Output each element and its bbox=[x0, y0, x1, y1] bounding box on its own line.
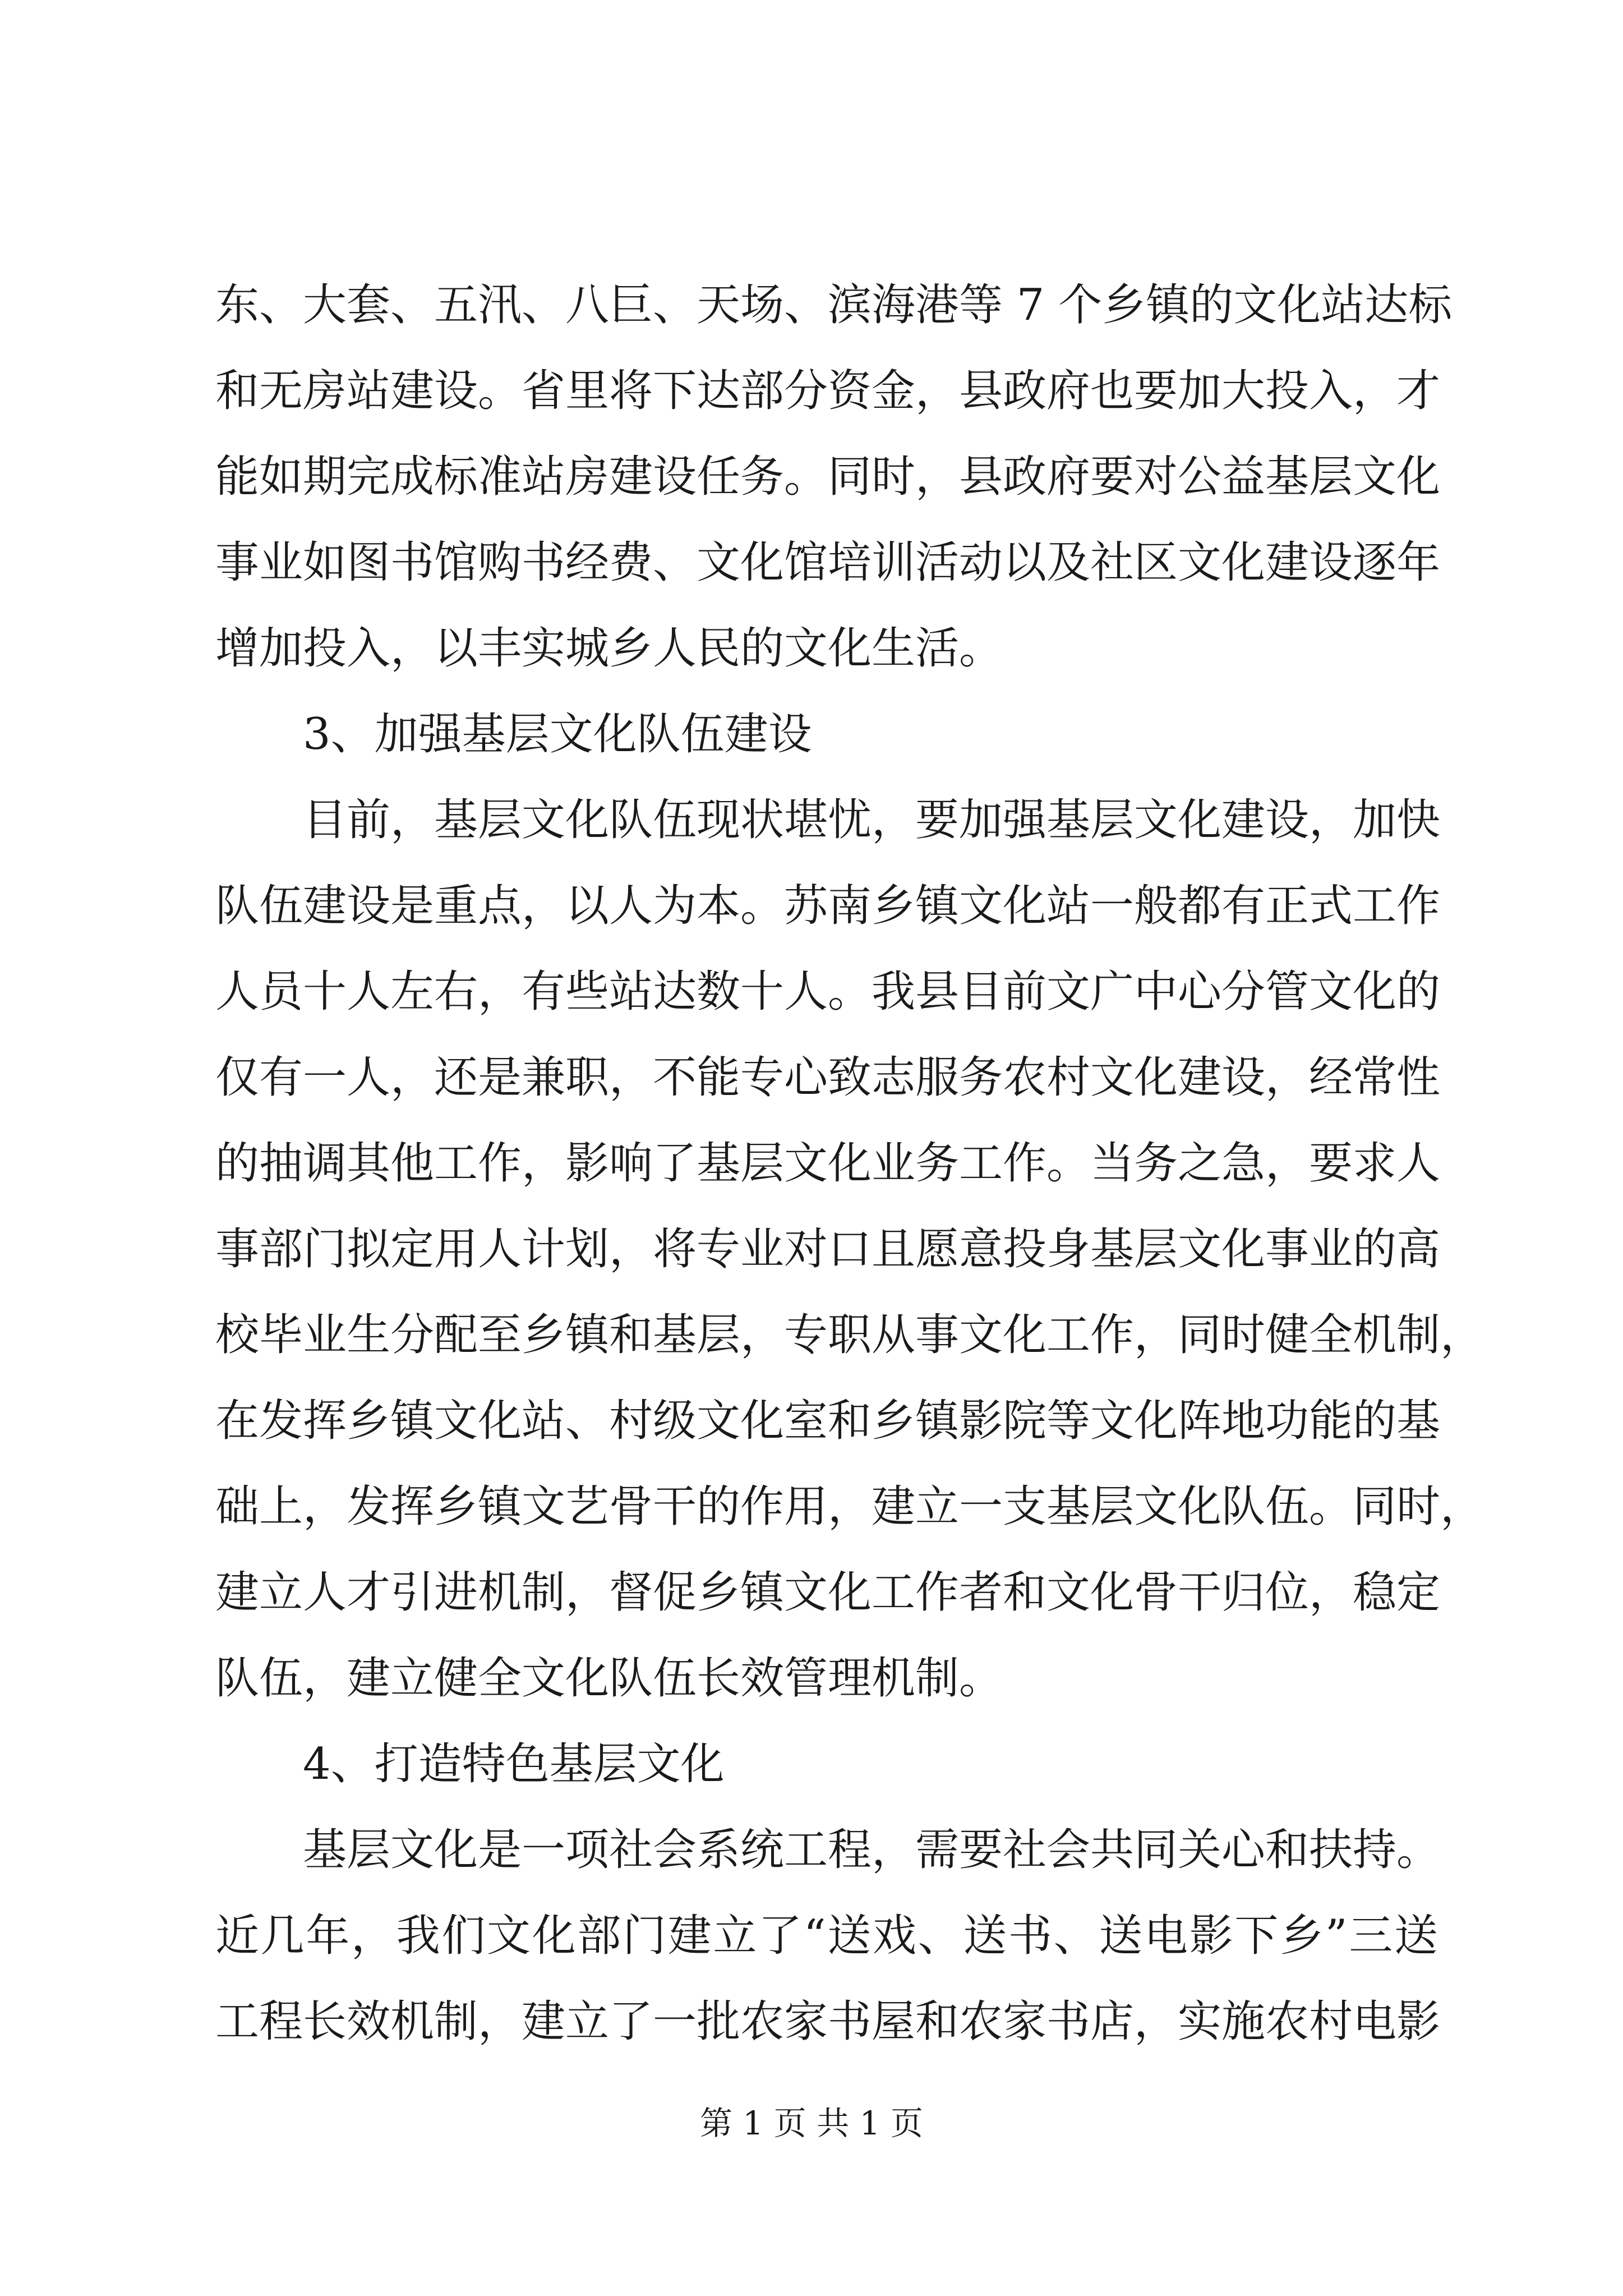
text-line: 校毕业生分配至乡镇和基层，专职从事文化工作，同时健全机制， bbox=[215, 1310, 1484, 1360]
text-line: 基层文化是一项社会系统工程，需要社会共同关心和扶持。 bbox=[303, 1825, 1441, 1875]
text-line: 队伍，建立健全文化队伍长效管理机制。 bbox=[215, 1653, 1003, 1704]
text-line: 东、大套、五汛、八巨、天场、滨海港等 7 个乡镇的文化站达标 bbox=[215, 280, 1453, 330]
page-footer: 第 1 页 共 1 页 bbox=[700, 2104, 923, 2142]
text-line: 础上，发挥乡镇文艺骨干的作用，建立一支基层文化队伍。同时， bbox=[215, 1481, 1484, 1532]
text-line: 的抽调其他工作，影响了基层文化业务工作。当务之急，要求人 bbox=[215, 1138, 1441, 1189]
text-line: 能如期完成标准站房建设任务。同时，县政府要对公益基层文化 bbox=[215, 452, 1441, 502]
text-line: 队伍建设是重点，以人为本。苏南乡镇文化站一般都有正式工作 bbox=[215, 881, 1441, 931]
text-line: 目前，基层文化队伍现状堪忧，要加强基层文化建设，加快 bbox=[303, 795, 1441, 845]
text-line: 和无房站建设。省里将下达部分资金，县政府也要加大投入，才 bbox=[215, 366, 1441, 416]
text-line: 3、加强基层文化队伍建设 bbox=[303, 709, 812, 760]
document-body bbox=[215, 263, 1484, 2065]
text-line: 工程长效机制，建立了一批农家书屋和农家书店，实施农村电影 bbox=[215, 1996, 1441, 2047]
text-line: 4、打造特色基层文化 bbox=[303, 1739, 725, 1789]
text-line: 在发挥乡镇文化站、村级文化室和乡镇影院等文化阵地功能的基 bbox=[215, 1396, 1441, 1446]
text-line: 人员十人左右，有些站达数十人。我县目前文广中心分管文化的 bbox=[215, 967, 1441, 1017]
text-line: 增加投入，以丰实城乡人民的文化生活。 bbox=[215, 623, 1003, 674]
text-line: 仅有一人，还是兼职，不能专心致志服务农村文化建设，经常性 bbox=[215, 1052, 1441, 1103]
text-line: 事部门拟定用人计划，将专业对口且愿意投身基层文化事业的高 bbox=[215, 1224, 1441, 1274]
text-line: 建立人才引进机制，督促乡镇文化工作者和文化骨干归位，稳定 bbox=[215, 1567, 1441, 1618]
text-line: 近几年，我们文化部门建立了“送戏、送书、送电影下乡”三送 bbox=[215, 1911, 1438, 1961]
text-line: 事业如图书馆购书经费、文化馆培训活动以及社区文化建设逐年 bbox=[215, 537, 1441, 588]
